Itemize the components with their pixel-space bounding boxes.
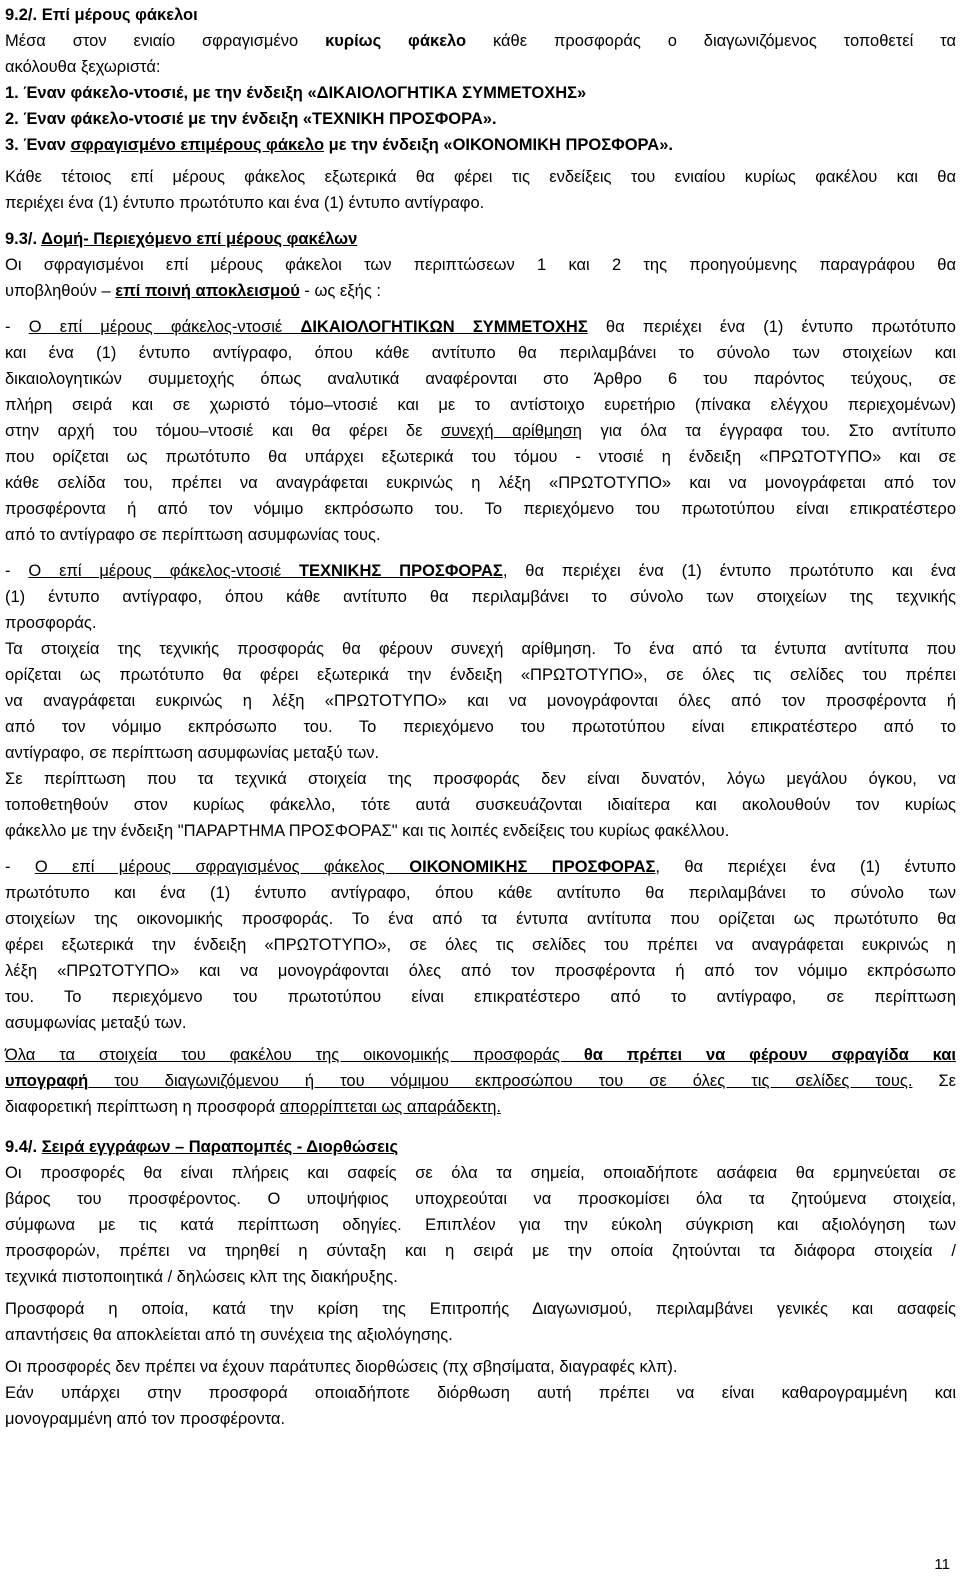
paragraph-line: Εάν υπάρχει στην προσφορά οποιαδήποτε διόρθωση αυτή πρέπει να είναι καθαρογραμμένη και (5, 1384, 956, 1402)
paragraph-line: Οι προσφορές θα είναι πλήρεις και σαφείς σε όλα τα σημεία, οποιαδήποτε ασάφεια θα ερμηνεύεται σε (5, 1164, 956, 1182)
paragraph-line: βάρος του προσφέροντος. Ο υποψήφιος υποχρεούται να προσκομίσει όλα τα ζητούμενα στοιχεία, (5, 1190, 956, 1208)
paragraph-line: στην αρχή του τόμου–ντοσιέ και θα φέρει δε συνεχή αρίθμηση για όλα τα έγγραφα του. Στο αντίτυπο (5, 422, 957, 440)
paragraph-line: τοποθετηθούν στον κυρίως φάκελλο, τότε αυτά συσκευάζονται ιδιαίτερα και ακολουθούν τον κυρίως (5, 796, 956, 814)
paragraph-line: Οι προσφορές δεν πρέπει να έχουν παράτυπες διορθώσεις (πχ σβησίματα, διαγραφές κλπ). (5, 1358, 678, 1376)
paragraph-line: ορίζεται ως πρωτότυπο θα φέρει εξωτερικά την ένδειξη «ΠΡΩΤΟΤΥΠΟ», σε όλες τις σελίδες του πρέπει (5, 666, 956, 684)
paragraph-line: αντίγραφο, σε περίπτωση ασυμφωνίας μεταξύ των. (5, 744, 380, 762)
paragraph-line: Προσφορά η οποία, κατά την κρίση της Επιτροπής Διαγωνισμού, περιλαμβάνει γενικές και ασαφείς (5, 1300, 956, 1318)
section-heading-9-3: 9.3/. Δομή- Περιεχόμενο επί μέρους φακέλων (5, 230, 358, 248)
paragraph-line: διαφορετική περίπτωση η προσφορά απορρίπτεται ως απαράδεκτη. (5, 1098, 502, 1116)
paragraph-line: Μέσα στον ενιαίο σφραγισμένο κυρίως φάκελο κάθε προσφοράς ο διαγωνιζόμενος τοποθετεί τα (5, 32, 956, 50)
paragraph-line: περιέχει ένα (1) έντυπο πρωτότυπο και ένα (1) έντυπο αντίγραφο. (5, 194, 485, 212)
paragraph-line: σύμφωνα με τις κατά περίπτωση οδηγίες. Επιπλέον για την εύκολη σύγκριση και αξιολόγηση των (5, 1216, 956, 1234)
paragraph-line: να αναγράφεται ευκρινώς η λέξη «ΠΡΩΤΟΤΥΠΟ» και να μονογράφονται όλες από τον προσφέροντα ή (5, 692, 956, 710)
paragraph-line: λέξη «ΠΡΩΤΟΤΥΠΟ» και να μονογράφονται όλες από τον προσφέροντα ή από τον νόμιμο εκπρόσωπο (5, 962, 956, 980)
paragraph-line: Σε περίπτωση που τα τεχνικά στοιχεία της προσφοράς δεν είναι δυνατόν, λόγω μεγάλου όγκου, να (5, 770, 956, 788)
paragraph-line: στοιχείων της οικονομικής προσφοράς. Το ένα από τα έντυπα αντίτυπα που ορίζεται ως πρωτότυπο θα (5, 910, 956, 928)
page-number: 11 (934, 1556, 950, 1573)
paragraph-line: Τα στοιχεία της τεχνικής προσφοράς θα φέρουν συνεχή αρίθμηση. Το ένα από τα έντυπα αντίτυπα που (5, 640, 956, 658)
list-item: 3. Έναν σφραγισμένο επιμέρους φάκελο με την ένδειξη «ΟΙΚΟΝΟΜΙΚΗ ΠΡΟΣΦΟΡΑ». (5, 136, 673, 154)
document-page (5, 2, 956, 1432)
paragraph-line: υπογραφή του διαγωνιζόμενου ή του νόμιμου εκπροσώπου του σε όλες τις σελίδες τους. Σε (5, 1072, 957, 1090)
paragraph-line: Κάθε τέτοιος επί μέρους φάκελος εξωτερικά θα φέρει τις ενδείξεις του ενιαίου κυρίως φακέλου και θα (5, 168, 956, 186)
paragraph-line: δικαιολογητικών συμμετοχής όπως αναλυτικά αναφέρονται στο Άρθρο 6 του παρόντος τεύχους, σε (5, 370, 956, 388)
paragraph-line: προσφοράς. (5, 614, 97, 632)
paragraph-line: απαντήσεις θα αποκλείεται από τη συνέχεια της αξιολόγησης. (5, 1326, 453, 1344)
section-heading-9-4: 9.4/. Σειρά εγγράφων – Παραπομπές - Διορθώσεις (5, 1138, 399, 1156)
paragraph-line: - Ο επί μέρους φάκελος-ντοσιέ ΔΙΚΑΙΟΛΟΓΗΤΙΚΩΝ ΣΥΜΜΕΤΟΧΗΣ θα περιέχει ένα (1) έντυπο πρωτότυπο (5, 318, 956, 336)
paragraph-line: μονογραμμένη από τον προσφέροντα. (5, 1410, 286, 1428)
paragraph-line: από τον νόμιμο εκπρόσωπο του. Το περιεχόμενο του πρωτοτύπου είναι επικρατέστερο από το (5, 718, 956, 736)
list-item: 1. Έναν φάκελο-ντοσιέ, με την ένδειξη «ΔΙΚΑΙΟΛΟΓΗΤΙΚΑ ΣΥΜΜΕΤΟΧΗΣ» (5, 84, 587, 102)
paragraph-line: προσφορών, πρέπει να τηρηθεί η σύνταξη και η σειρά με την οποία ζητούνται τα διάφορα στοιχεία / (5, 1242, 956, 1260)
paragraph-line: - Ο επί μέρους σφραγισμένος φάκελος ΟΙΚΟΝΟΜΙΚΗΣ ΠΡΟΣΦΟΡΑΣ, θα περιέχει ένα (1) έντυπο (5, 858, 956, 876)
paragraph-line: ασυμφωνίας μεταξύ των. (5, 1014, 187, 1032)
paragraph-line: από το αντίγραφο σε περίπτωση ασυμφωνίας τους. (5, 526, 381, 544)
paragraph-line: του. Το περιεχόμενο του πρωτοτύπου είναι επικρατέστερο από το αντίγραφο, σε περίπτωση (5, 988, 956, 1006)
paragraph-line: Οι σφραγισμένοι επί μέρους φάκελοι των περιπτώσεων 1 και 2 της προηγούμενης παραγράφου θα (5, 256, 956, 274)
paragraph-line: που ορίζεται ως πρωτότυπο θα υπάρχει εξωτερικά του τόμου - ντοσιέ η ένδειξη «ΠΡΩΤΟΤΥΠΟ» και σε (5, 448, 956, 466)
paragraph-line: και ένα (1) έντυπο αντίγραφο, όπου κάθε αντίτυπο θα περιλαμβάνει το σύνολο των στοιχείων και (5, 344, 956, 362)
paragraph-line: υποβληθούν – επί ποινή αποκλεισμού - ως εξής : (5, 282, 381, 300)
paragraph-line: προσφέροντα ή από τον νόμιμο εκπρόσωπο του. Το περιεχόμενο του πρωτοτύπου είναι επικρατέστερο (5, 500, 956, 518)
paragraph-line: πρωτότυπο και ένα (1) έντυπο αντίγραφο, όπου κάθε αντίτυπο θα περιλαμβάνει το σύνολο των (5, 884, 956, 902)
paragraph-line: πλήρη σειρά και σε χωριστό τόμο–ντοσιέ και με το αντίστοιχο ευρετήριο (πίνακα ελέγχου περιεχομένων) (5, 396, 956, 414)
paragraph-line: ακόλουθα ξεχωριστά: (5, 58, 161, 76)
paragraph-line: φέρει εξωτερικά την ένδειξη «ΠΡΩΤΟΤΥΠΟ», σε όλες τις σελίδες του πρέπει να αναγράφεται ευκρινώς η (5, 936, 956, 954)
list-item: 2. Έναν φάκελο-ντοσιέ με την ένδειξη «ΤΕΧΝΙΚΗ ΠΡΟΣΦΟΡΑ». (5, 110, 497, 128)
paragraph-line: φάκελλο με την ένδειξη "ΠΑΡΑΡΤΗΜΑ ΠΡΟΣΦΟΡΑΣ" και τις λοιπές ενδείξεις του κυρίως φακέλλου. (5, 822, 730, 840)
paragraph-line: (1) έντυπο αντίγραφο, όπου κάθε αντίτυπο θα περιλαμβάνει το σύνολο των στοιχείων της τεχνικής (5, 588, 956, 606)
paragraph-line: κάθε σελίδα του, πρέπει να αναγράφεται ευκρινώς η λέξη «ΠΡΩΤΟΤΥΠΟ» και να μονογράφεται από τον (5, 474, 956, 492)
paragraph-line: Όλα τα στοιχεία του φακέλου της οικονομικής προσφοράς θα πρέπει να φέρουν σφραγίδα και (5, 1046, 956, 1064)
section-heading-9-2: 9.2/. Επί μέρους φάκελοι (5, 6, 198, 24)
paragraph-line: - Ο επί μέρους φάκελος-ντοσιέ ΤΕΧΝΙΚΗΣ ΠΡΟΣΦΟΡΑΣ, θα περιέχει ένα (1) έντυπο πρωτότυπο και ένα (5, 562, 956, 580)
paragraph-line: τεχνικά πιστοποιητικά / δηλώσεις κλπ της διακήρυξης. (5, 1268, 398, 1286)
